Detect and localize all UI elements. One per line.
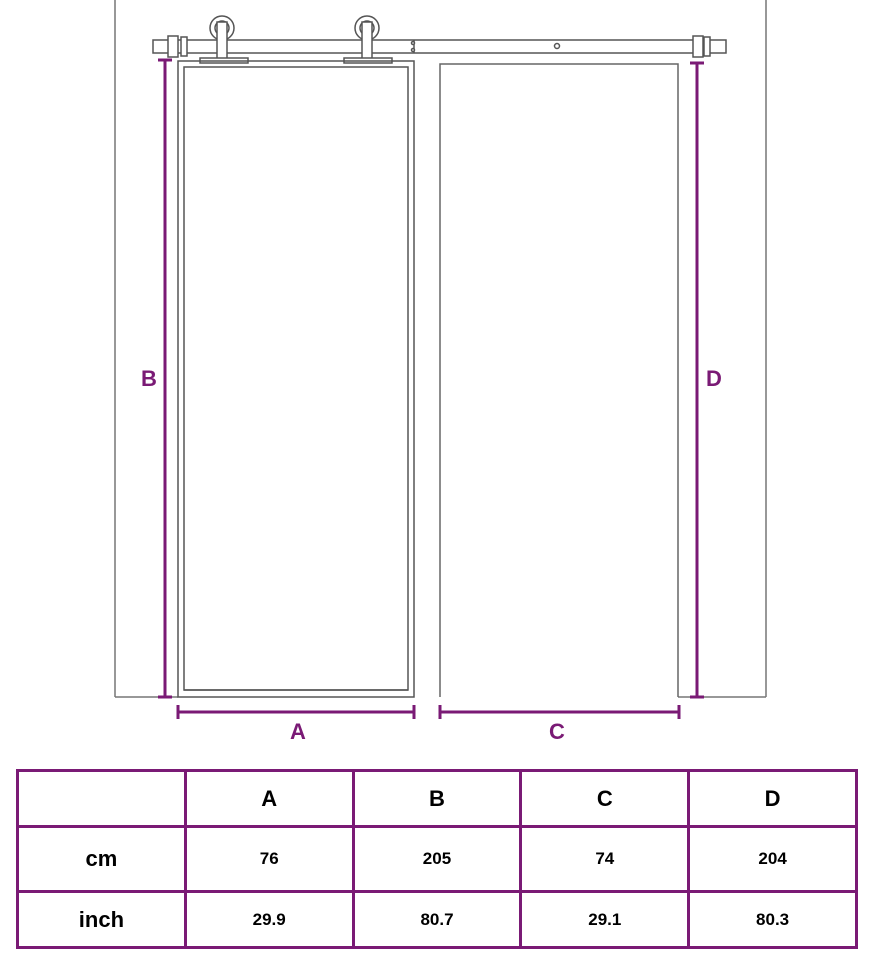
dimension-label-d: D: [706, 366, 722, 391]
dimension-line-d: [690, 63, 704, 697]
table-row: [18, 892, 857, 948]
table-header-cell: C: [521, 771, 689, 827]
table-cell: 204: [689, 827, 857, 892]
table-header-cell: [18, 771, 186, 827]
dimension-label-c: C: [549, 719, 565, 744]
sliding-rail: [153, 36, 726, 57]
dimension-line-b: [158, 60, 172, 697]
door-panel: [178, 61, 414, 697]
table-header-cell: A: [185, 771, 353, 827]
table-header-cell: D: [689, 771, 857, 827]
dimension-label-b: B: [141, 366, 157, 391]
table-cell: 80.3: [689, 892, 857, 948]
table-cell: 80.7: [353, 892, 521, 948]
table-cell: 29.1: [521, 892, 689, 948]
unit-label: inch: [18, 892, 186, 948]
table-cell: 76: [185, 827, 353, 892]
dimension-label-a: A: [290, 719, 306, 744]
unit-label: cm: [18, 827, 186, 892]
table-cell: 74: [521, 827, 689, 892]
table-header-cell: B: [353, 771, 521, 827]
dimension-line-c: [440, 705, 679, 719]
table-header-row: [18, 771, 857, 827]
table-cell: 205: [353, 827, 521, 892]
table-cell: 29.9: [185, 892, 353, 948]
dimension-table: [16, 769, 858, 949]
doorway-opening: [440, 64, 678, 697]
dimension-line-a: [178, 705, 414, 719]
table-row: [18, 827, 857, 892]
